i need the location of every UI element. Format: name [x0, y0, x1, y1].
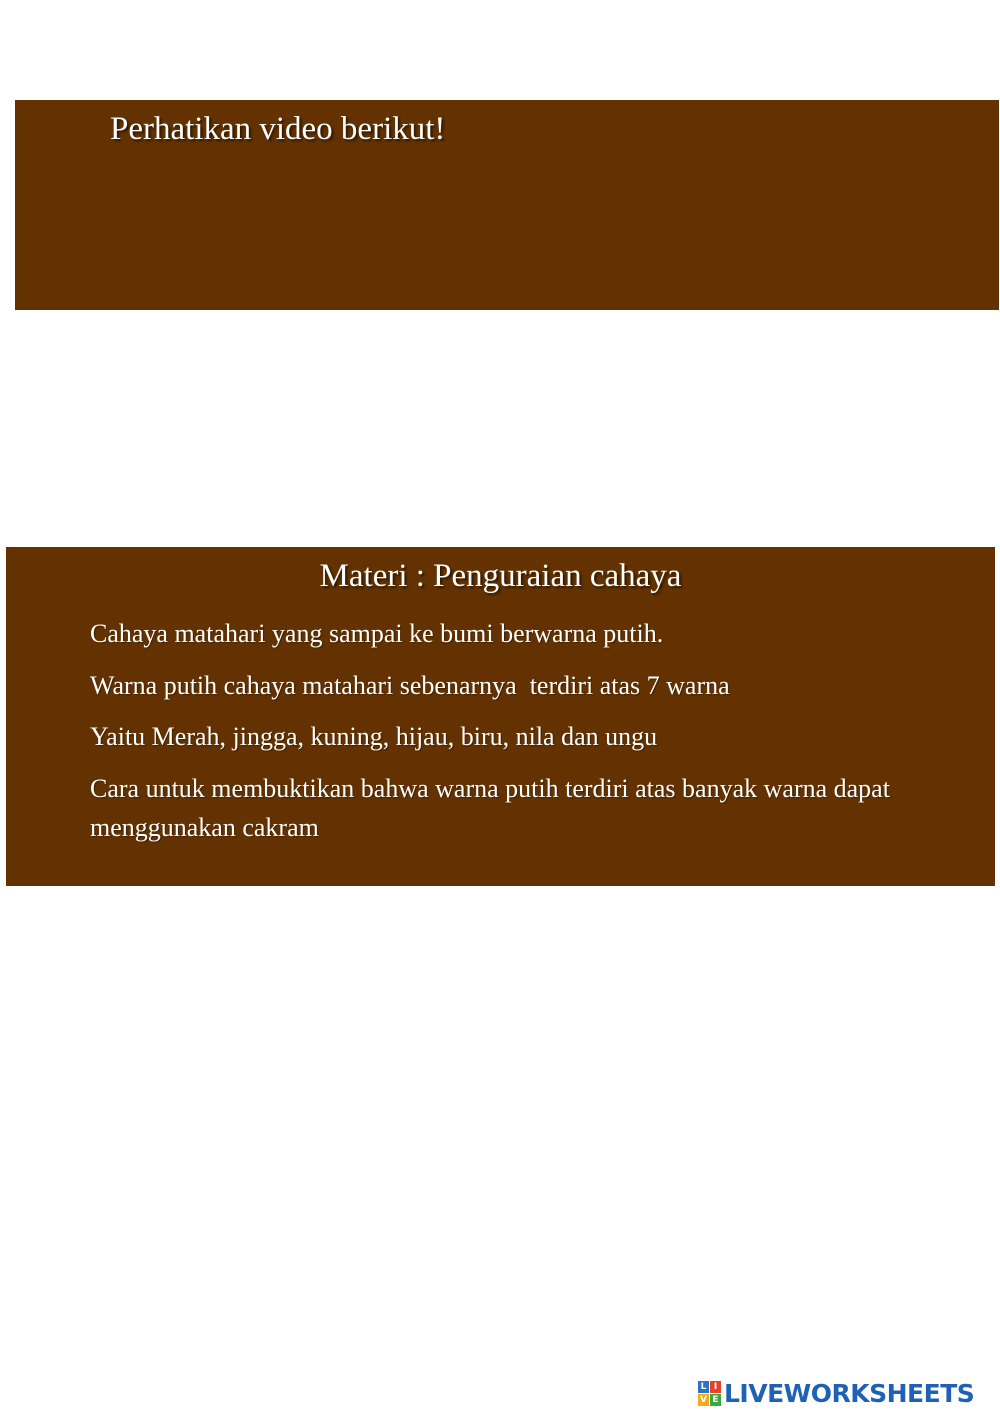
materi-title: Materi : Penguraian cahaya	[319, 558, 682, 594]
materi-paragraph: Cara untuk membuktikan bahwa warna putih terdiri atas banyak warna dapat menggunakan cakram	[90, 774, 897, 842]
materi-paragraph: Yaitu Merah, jingga, kuning, hijau, biru, nila dan ungu	[90, 722, 658, 751]
liveworksheets-wordmark: LIVEWORKSHEETS	[724, 1378, 975, 1408]
logo-letter: L	[698, 1381, 709, 1393]
logo-letter: I	[710, 1381, 721, 1393]
liveworksheets-icon	[698, 1381, 721, 1406]
video-panel	[15, 100, 999, 310]
liveworksheets-logo	[698, 1375, 974, 1411]
materi-paragraph: Cahaya matahari yang sampai ke bumi berwarna putih.	[90, 619, 664, 648]
logo-letter: E	[710, 1394, 721, 1406]
logo-letter: V	[698, 1394, 709, 1406]
materi-panel	[6, 547, 995, 886]
video-heading: Perhatikan video berikut!	[110, 111, 446, 147]
materi-paragraph: Warna putih cahaya matahari sebenarnya terdiri atas 7 warna	[90, 671, 730, 700]
